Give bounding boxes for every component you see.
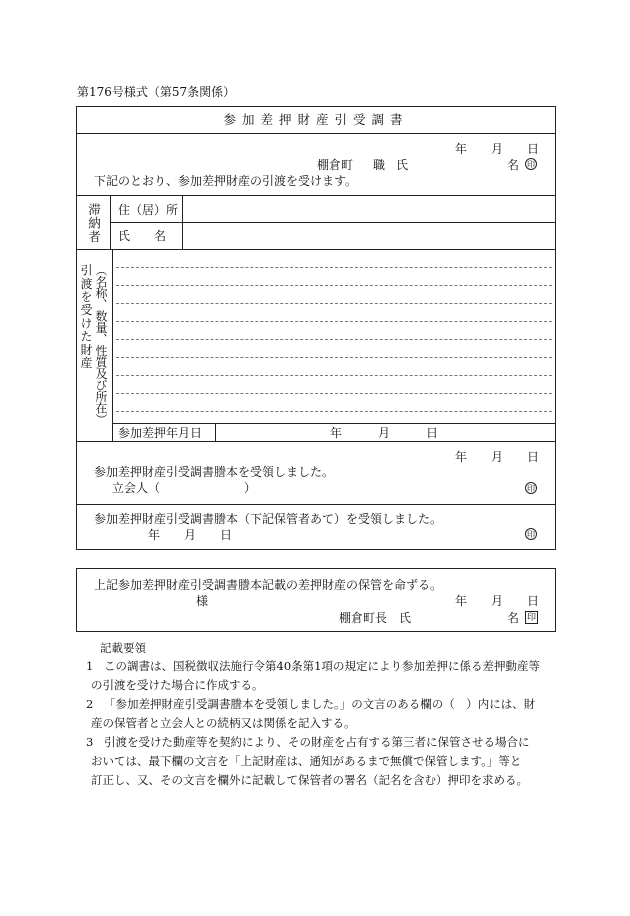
custody-date: 年 月 日 — [455, 594, 540, 608]
entry-line[interactable] — [116, 339, 552, 340]
note-number: 2 — [86, 697, 94, 711]
form-title: 参加差押財産引受調書 — [223, 112, 409, 127]
divider — [76, 441, 556, 442]
divider — [76, 195, 556, 196]
issuer-city: 棚倉町 — [317, 158, 354, 172]
entry-line[interactable] — [116, 393, 552, 394]
issuer-role: 職 — [373, 158, 386, 172]
mayor-name-suffix: 名 — [507, 611, 520, 625]
divider — [76, 504, 556, 505]
seal-icon: 印 — [527, 530, 535, 539]
note-text: おいては、最下欄の文言を「上記財産は、通知があるまで無償で保管します。」等と — [91, 754, 522, 768]
issuer-name-label: 氏 — [396, 158, 409, 172]
receipt1-text: 参加差押財産引受調書謄本を受領しました。 — [94, 465, 335, 479]
custody-text: 上記参加差押財産引受調書謄本記載の差押財産の保管を命ずる。 — [94, 578, 443, 592]
attachment-date-value: 年 月 日 — [330, 426, 439, 440]
witness-label: 立会人（ ） — [112, 481, 257, 495]
entry-line[interactable] — [116, 303, 552, 304]
property-sublabel: （名称、数量、性質及び所在） — [94, 264, 108, 425]
address-label: 住（居）所 — [118, 203, 179, 217]
notes-heading: 記載要領 — [100, 641, 146, 655]
issue-date: 年 月 日 — [455, 142, 540, 156]
property-label: 引渡を受けた財産 — [79, 264, 93, 370]
note-text: 訂正し、又、その文言を欄外に記載して保管者の署名（記名を含む）押印を求める。 — [91, 773, 528, 787]
note-text: この調書は、国税徴収法施行令第40条第1項の規定により参加差押に係る差押動産等 — [104, 659, 540, 673]
note-text: 引渡を受けた動産等を契約により、その財産を占有する第三者に保管させる場合に — [104, 735, 530, 749]
divider — [215, 423, 216, 441]
form-number: 第176号様式（第57条関係） — [77, 85, 236, 99]
seal-icon: 印 — [527, 160, 535, 169]
entry-line[interactable] — [116, 357, 552, 358]
divider — [76, 249, 556, 250]
name-label: 氏 名 — [118, 229, 167, 243]
receipt2-text: 参加差押財産引受調書謄本（下記保管者あて）を受領しました。 — [94, 512, 443, 526]
divider — [76, 133, 556, 134]
note-number: 1 — [86, 659, 94, 673]
receipt1-date: 年 月 日 — [455, 450, 540, 464]
mayor-label: 棚倉町長 氏 — [339, 611, 412, 625]
entry-line[interactable] — [116, 411, 552, 412]
seal-icon: 印 — [527, 484, 535, 493]
entry-line[interactable] — [116, 321, 552, 322]
divider — [110, 222, 556, 223]
note-text: の引渡を受けた場合に作成する。 — [91, 678, 264, 692]
entry-line[interactable] — [116, 285, 552, 286]
note-number: 3 — [86, 735, 94, 749]
intro-text: 下記のとおり、参加差押財産の引渡を受けます。 — [94, 174, 358, 188]
entry-line[interactable] — [116, 375, 552, 376]
divider — [112, 249, 113, 441]
note-text: 「参加差押財産引受調書謄本を受領しました。」の文言のある欄の（ ）内には、財 — [104, 697, 536, 711]
delinquent-label: 滞納者 — [86, 203, 102, 244]
receipt2-date: 年 月 日 — [148, 528, 233, 542]
issuer-name-suffix: 名 — [507, 158, 520, 172]
seal-icon: 印 — [526, 613, 536, 623]
note-text: 産の保管者と立会人との続柄又は関係を記入する。 — [91, 716, 356, 730]
attachment-date-label: 参加差押年月日 — [118, 426, 203, 440]
entry-line[interactable] — [116, 267, 552, 268]
custody-sama: 様 — [196, 594, 209, 608]
divider — [112, 423, 556, 424]
